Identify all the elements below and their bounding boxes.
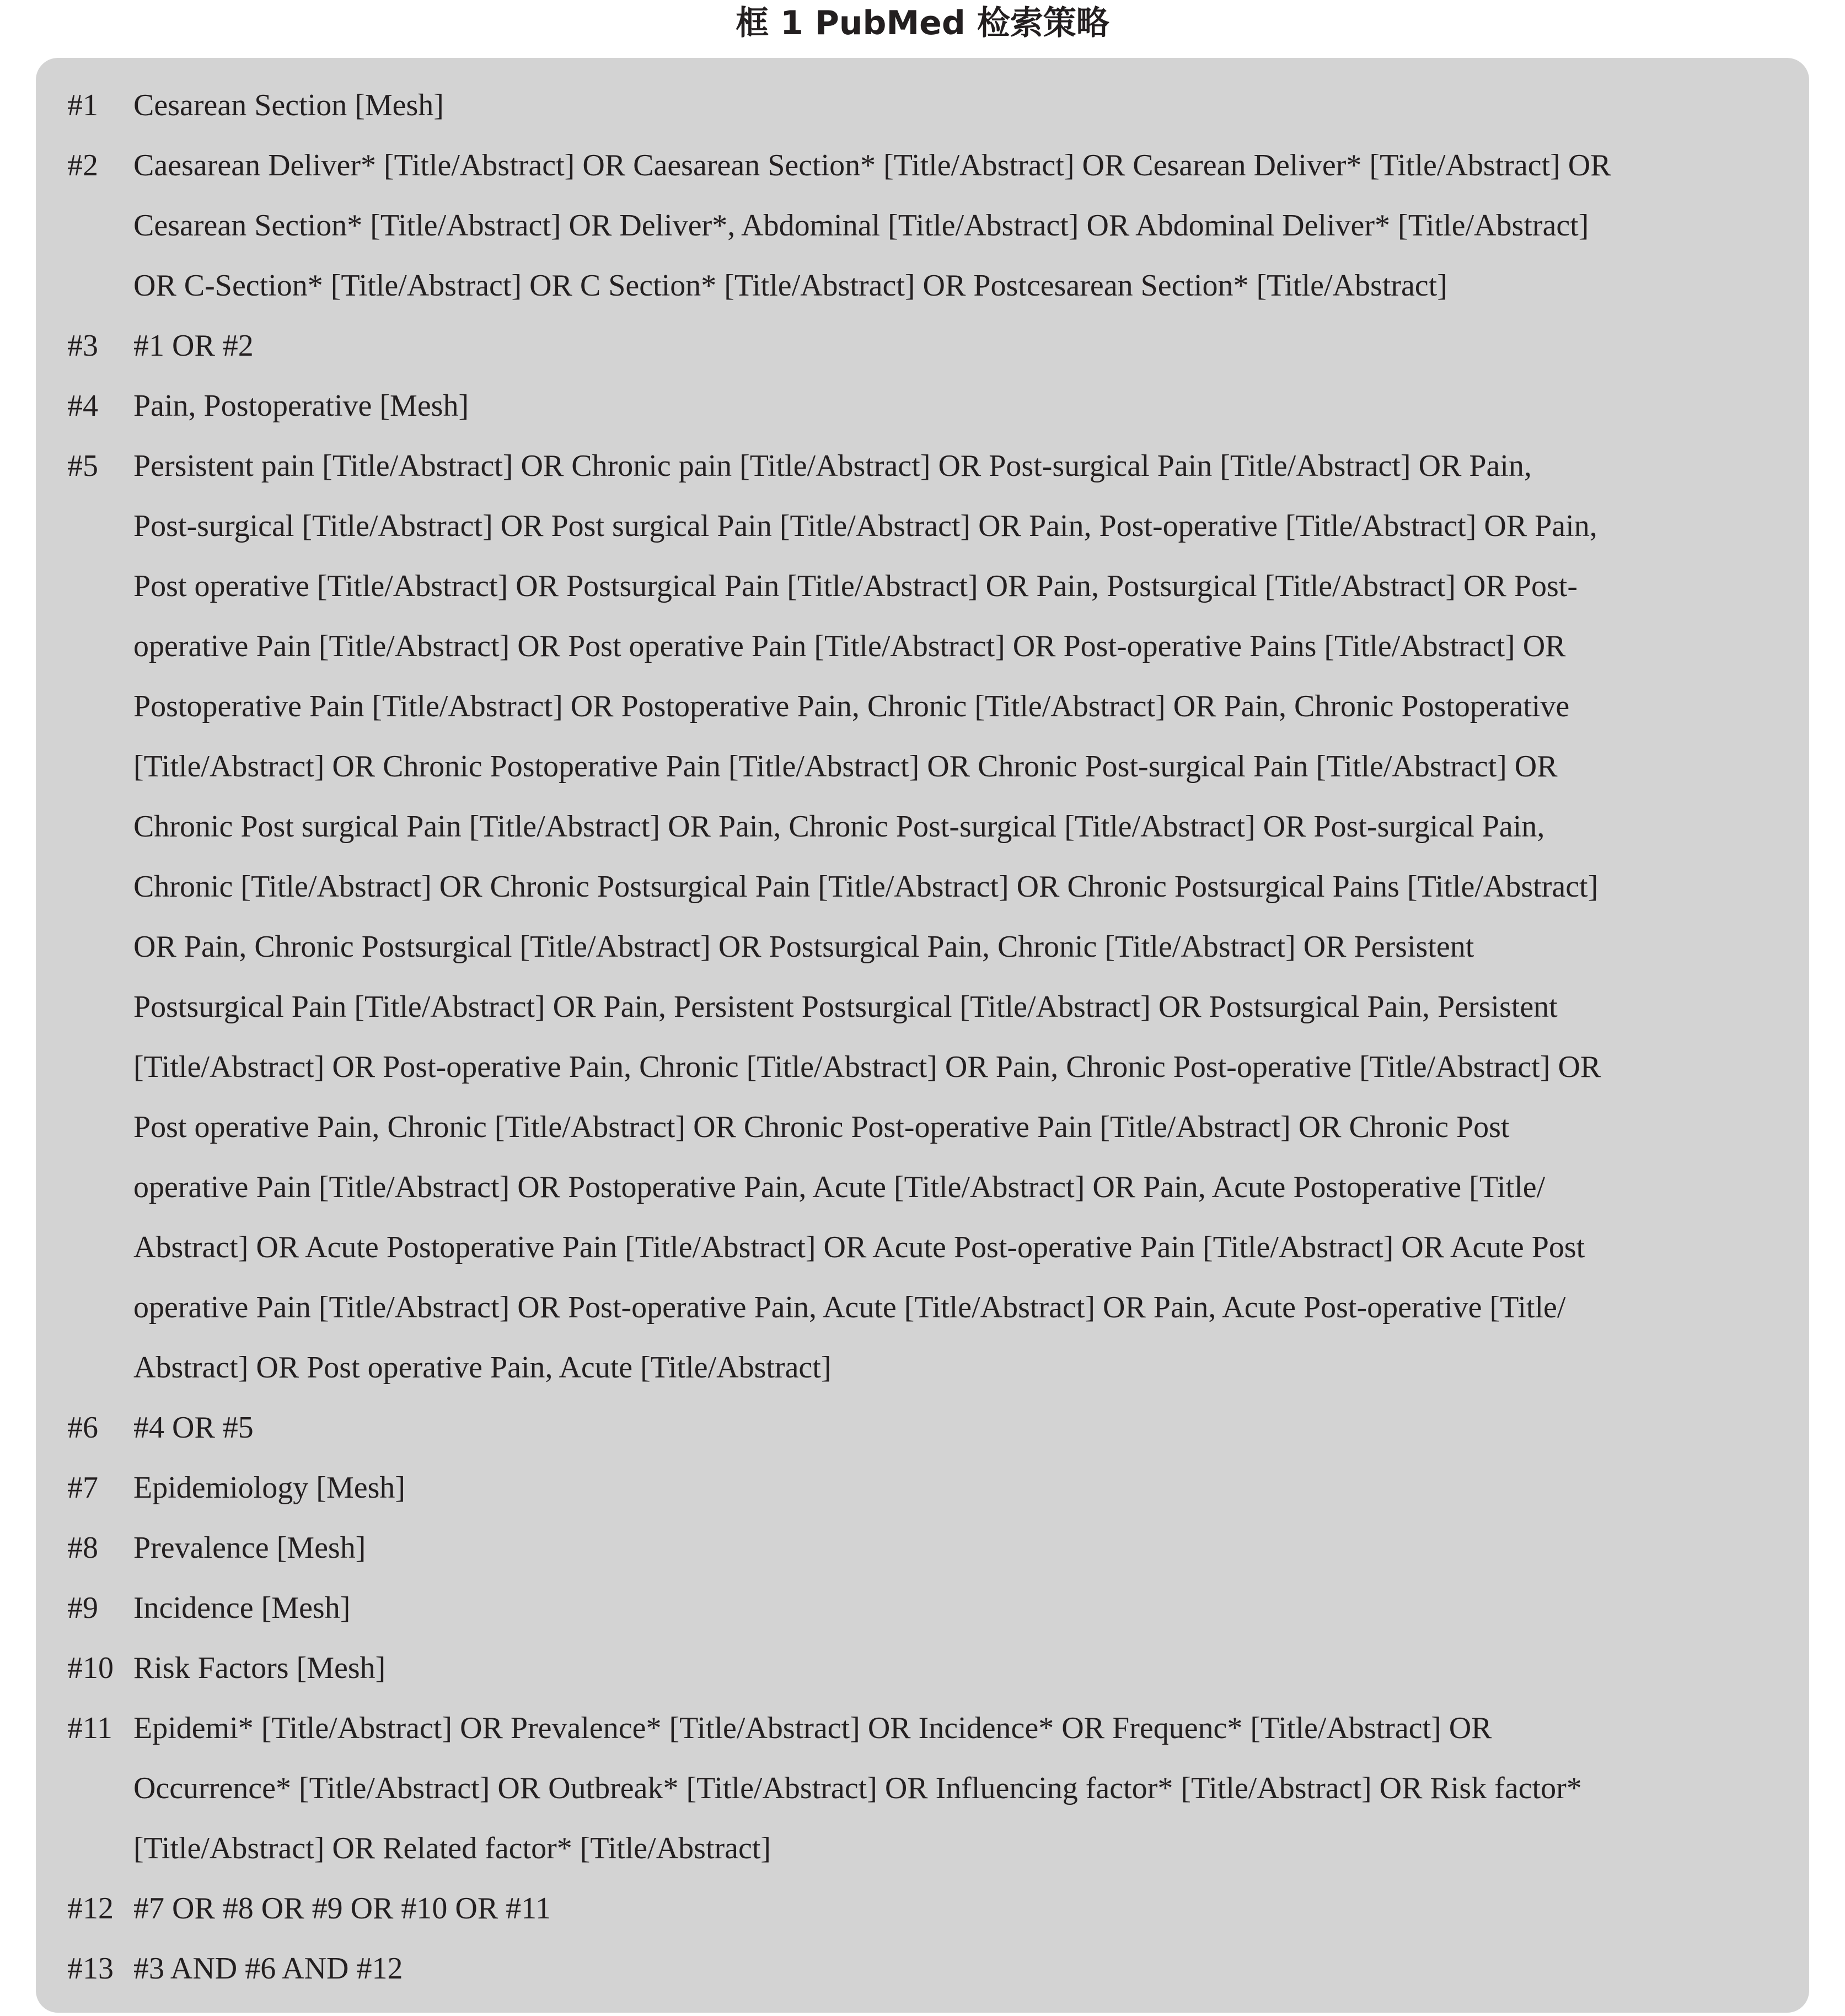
query-line: Abstract] OR Acute Postoperative Pain [Title/Abstract] OR Acute Post-operative Pain [Title/Abstract] OR Acute Post (133, 1230, 1585, 1264)
query-line: Post operative [Title/Abstract] OR Postsurgical Pain [Title/Abstract] OR Pain, Postsurgical [Title/Abstract] OR Post- (133, 569, 1578, 603)
query-number: #5 (67, 449, 98, 483)
query-row (36, 136, 1809, 316)
query-line: OR Pain, Chronic Postsurgical [Title/Abstract] OR Postsurgical Pain, Chronic [Title/Abstract] OR Persistent (133, 930, 1474, 964)
query-line: Postsurgical Pain [Title/Abstract] OR Pain, Persistent Postsurgical [Title/Abstract] OR Postsurgical Pain, Persistent (133, 990, 1558, 1024)
query-line: #7 OR #8 OR #9 OR #10 OR #11 (133, 1891, 551, 1926)
query-number: #3 (67, 329, 98, 363)
query-number: #2 (67, 148, 98, 183)
query-line: Epidemiology [Mesh] (133, 1471, 406, 1505)
search-strategy-box (36, 58, 1809, 2013)
query-line: Caesarean Deliver* [Title/Abstract] OR Caesarean Section* [Title/Abstract] OR Cesarean Deliver* [Title/Abstract] OR (133, 148, 1611, 183)
query-number: #4 (67, 389, 98, 423)
query-row (36, 1879, 1809, 1939)
query-line: Risk Factors [Mesh] (133, 1651, 386, 1685)
query-row (36, 1398, 1809, 1458)
query-line: Occurrence* [Title/Abstract] OR Outbreak* [Title/Abstract] OR Influencing factor* [Title/Abstract] OR Risk factor* (133, 1771, 1582, 1805)
query-line: Chronic Post surgical Pain [Title/Abstract] OR Pain, Chronic Post-surgical [Title/Abstract] OR Post-surgical Pain, (133, 809, 1545, 844)
query-number: #11 (67, 1711, 112, 1745)
query-line: Chronic [Title/Abstract] OR Chronic Postsurgical Pain [Title/Abstract] OR Chronic Postsurgical Pains [Title/Abstract] (133, 870, 1599, 904)
query-line: Cesarean Section [Mesh] (133, 88, 444, 122)
query-line: Persistent pain [Title/Abstract] OR Chronic pain [Title/Abstract] OR Post-surgical Pain [Title/Abstract] OR Pain, (133, 449, 1532, 483)
query-row (36, 1638, 1809, 1698)
query-number: #9 (67, 1591, 98, 1625)
query-row (36, 1578, 1809, 1638)
query-text (133, 1518, 1771, 1578)
query-text (133, 436, 1771, 1398)
query-text (133, 136, 1771, 316)
query-line: Incidence [Mesh] (133, 1591, 351, 1625)
query-text (133, 316, 1771, 376)
query-row (36, 1939, 1809, 1999)
query-text (133, 1879, 1771, 1939)
query-row (36, 1698, 1809, 1879)
query-row (36, 436, 1809, 1398)
query-line: OR C-Section* [Title/Abstract] OR C Section* [Title/Abstract] OR Postcesarean Section* [Title/Abstract] (133, 269, 1447, 303)
query-text (133, 76, 1771, 136)
query-number: #7 (67, 1471, 98, 1505)
query-row (36, 76, 1809, 136)
query-line: Post operative Pain, Chronic [Title/Abstract] OR Chronic Post-operative Pain [Title/Abstract] OR Chronic Post (133, 1110, 1510, 1144)
query-row (36, 376, 1809, 436)
query-line: Cesarean Section* [Title/Abstract] OR Deliver*, Abdominal [Title/Abstract] OR Abdominal Deliver* [Title/Abstract] (133, 208, 1589, 243)
query-text (133, 376, 1771, 436)
query-row (36, 1458, 1809, 1518)
query-line: operative Pain [Title/Abstract] OR Postoperative Pain, Acute [Title/Abstract] OR Pain, Acute Postoperative [Title/ (133, 1170, 1546, 1204)
query-line: Prevalence [Mesh] (133, 1531, 366, 1565)
query-text (133, 1578, 1771, 1638)
query-line: Post-surgical [Title/Abstract] OR Post surgical Pain [Title/Abstract] OR Pain, Post-operative [Title/Abstract] OR Pain, (133, 509, 1597, 543)
query-line: #1 OR #2 (133, 329, 254, 363)
query-number: #12 (67, 1891, 114, 1926)
query-number: #6 (67, 1411, 98, 1445)
query-line: Abstract] OR Post operative Pain, Acute [Title/Abstract] (133, 1350, 832, 1385)
query-text (133, 1458, 1771, 1518)
query-text (133, 1939, 1771, 1999)
query-number: #10 (67, 1651, 114, 1685)
query-line: Pain, Postoperative [Mesh] (133, 389, 469, 423)
query-text (133, 1638, 1771, 1698)
query-line: #3 AND #6 AND #12 (133, 1951, 403, 1986)
query-line: #4 OR #5 (133, 1411, 254, 1445)
query-line: operative Pain [Title/Abstract] OR Post-operative Pain, Acute [Title/Abstract] OR Pain, Acute Post-operative [Title/ (133, 1290, 1566, 1325)
query-number: #1 (67, 88, 98, 122)
query-line: Postoperative Pain [Title/Abstract] OR Postoperative Pain, Chronic [Title/Abstract] OR Pain, Chronic Postoperative (133, 689, 1570, 723)
query-row (36, 316, 1809, 376)
query-row (36, 1518, 1809, 1578)
query-number: #13 (67, 1951, 114, 1986)
query-line: [Title/Abstract] OR Related factor* [Title/Abstract] (133, 1831, 771, 1865)
query-line: [Title/Abstract] OR Chronic Postoperative Pain [Title/Abstract] OR Chronic Post-surgical Pain [Title/Abstract] OR (133, 749, 1558, 784)
query-line: operative Pain [Title/Abstract] OR Post operative Pain [Title/Abstract] OR Post-operative Pains [Title/Abstract] OR (133, 629, 1566, 663)
query-text (133, 1698, 1771, 1879)
query-line: [Title/Abstract] OR Post-operative Pain, Chronic [Title/Abstract] OR Pain, Chronic Post-operative [Title/Abstract] OR (133, 1050, 1601, 1084)
box-title: 框 1 PubMed 检索策略 (736, 4, 1109, 42)
query-number: #8 (67, 1531, 98, 1565)
query-line: Epidemi* [Title/Abstract] OR Prevalence* [Title/Abstract] OR Incidence* OR Frequenc* [Title/Abstract] OR (133, 1711, 1492, 1745)
query-text (133, 1398, 1771, 1458)
